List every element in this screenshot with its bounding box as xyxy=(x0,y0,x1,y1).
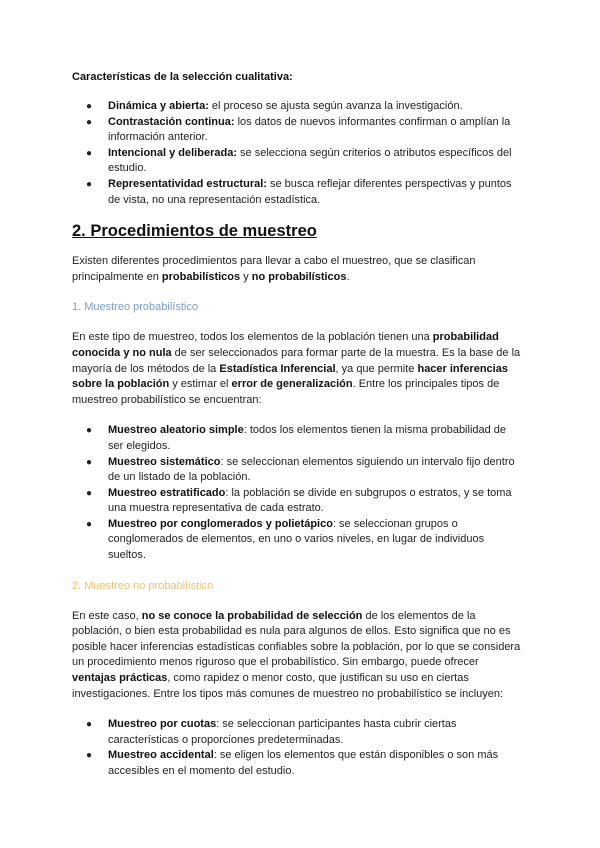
bullet-icon: ● xyxy=(86,147,93,159)
list-item: ● Muestreo sistemático: se seleccionan elementos siguiendo un intervalo fijo dentro de un listado de la población. xyxy=(86,455,515,484)
subheading-no-probabilistico: 2. Muestreo no probabilístico xyxy=(72,579,214,592)
section-title-caracteristicas: Características de la selección cualitativa: xyxy=(72,71,293,83)
section-heading-procedimientos: 2. Procedimientos de muestreo xyxy=(72,222,317,241)
intro-paragraph: Existen diferentes procedimientos para llevar a cabo el muestreo, que se clasifican principalmente en probabilísticos y no probabilísticos. xyxy=(72,255,476,283)
probabilistico-paragraph: En este tipo de muestreo, todos los elementos de la población tienen una probabilidad conocida y no nula de ser seleccionados para formar parte de la muestra. Es la base de la mayoría de los métodos de la Estadística Inferencial, ya que permite hacer inferencias sobre la población y estimar el error de generalización. Entre los principales tipos de muestreo probabilístico se encuentran: xyxy=(72,331,521,406)
caracteristicas-list xyxy=(72,99,524,208)
list-item: ● Intencional y deliberada: se selecciona según criterios o atributos específicos del estudio. xyxy=(86,146,512,175)
no-probabilistico-paragraph: En este caso, no se conoce la probabilidad de selección de los elementos de la población, o bien esta probabilidad es nula para algunos de ellos. Esto significa que no es posible hacer inferencias estadísticas confiables sobre la población, por lo que se considera un procedimiento menos riguroso que el probabilístico. Sin embargo, puede ofrecer ventajas prácticas, como rapidez o menor costo, que justifican su uso en ciertas investigaciones. Entre los tipos más comunes de muestreo no probabilístico se incluyen: xyxy=(72,609,521,700)
list-item: ● Representatividad estructural: se busca reflejar diferentes perspectivas y puntos de vista, no una representación estadística. xyxy=(86,177,512,206)
list-item: ● Contrastación continua: los datos de nuevos informantes confirman o amplían la información anterior. xyxy=(86,115,511,144)
bullet-icon: ● xyxy=(86,518,93,530)
bullet-icon: ● xyxy=(86,487,93,499)
bullet-icon: ● xyxy=(86,178,93,190)
list-item: ● Muestreo aleatorio simple: todos los elementos tienen la misma probabilidad de ser elegidos. xyxy=(86,424,507,452)
bullet-icon: ● xyxy=(86,116,93,128)
bullet-icon: ● xyxy=(86,719,93,731)
bullet-icon: ● xyxy=(86,750,93,762)
bullet-icon: ● xyxy=(86,456,93,468)
subheading-probabilistico: 1. Muestreo probabilístico xyxy=(72,301,198,314)
list-item: ● Muestreo por conglomerados y polietápico: se seleccionan grupos o conglomerados de elementos, en uno o varios niveles, en lugar de individuos sueltos. xyxy=(86,517,485,562)
document-page xyxy=(72,70,524,780)
list-item: ● Muestreo estratificado: la población se divide en subgrupos o estratos, y se toma una muestra representativa de cada estrato. xyxy=(86,486,512,515)
bullet-icon: ● xyxy=(86,101,93,112)
list-item: ● Muestreo por cuotas: se seleccionan participantes hasta cubrir ciertas características o proporciones predeterminadas. xyxy=(86,718,457,746)
bullet-icon: ● xyxy=(86,425,93,437)
probabilistico-list xyxy=(72,423,524,563)
no-probabilistico-list xyxy=(72,717,524,779)
list-item: ● Dinámica y abierta: el proceso se ajusta según avanza la investigación. xyxy=(72,99,524,115)
list-item: ● Muestreo accidental: se eligen los elementos que están disponibles o son más accesibles en el momento del estudio. xyxy=(86,749,499,777)
